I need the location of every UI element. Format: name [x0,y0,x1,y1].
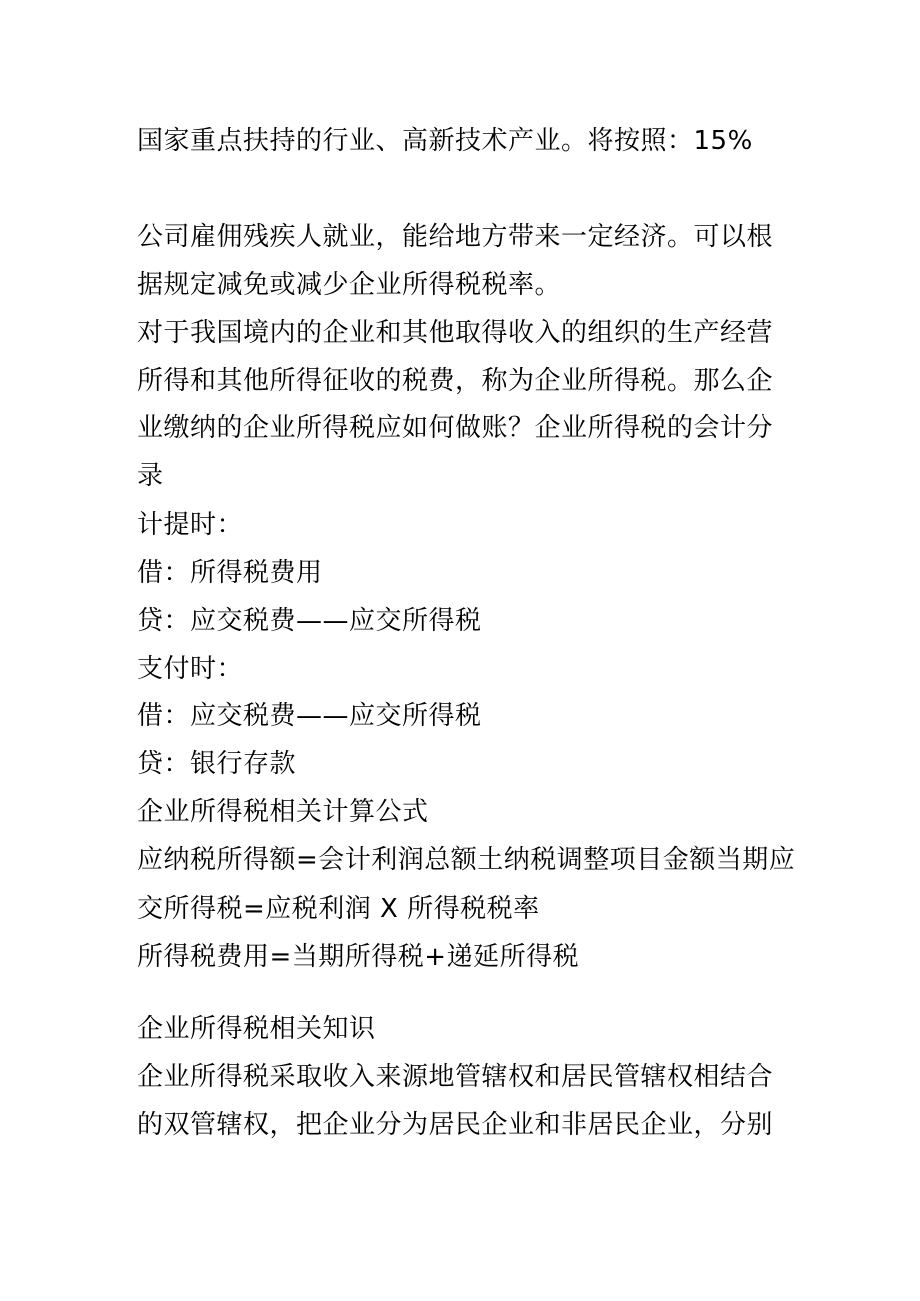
paragraph-line: 所得和其他所得征收的税费，称为企业所得税。那么企 [137,366,774,396]
paragraph-line: 国家重点扶持的行业、高新技术产业。将按照：15% [137,126,753,156]
paragraph-line: 据规定减免或减少企业所得税税率。 [137,270,562,300]
paragraph-line: 对于我国境内的企业和其他取得收入的组织的生产经营 [137,318,774,348]
entry-heading: 支付时： [137,654,244,684]
paragraph-line: 公司雇佣残疾人就业，能给地方带来一定经济。可以根 [137,222,774,252]
paragraph-line: 的双管辖权，把企业分为居民企业和非居民企业，分别 [137,1110,774,1140]
formula-line: 交所得税=应税利润 X 所得税税率 [137,894,540,924]
paragraph-line: 业缴纳的企业所得税应如何做账？企业所得税的会计分 [137,413,774,443]
entry-heading: 计提时： [137,510,244,540]
entry-line: 贷：应交税费——应交所得税 [137,606,482,636]
paragraph-line: 录 [137,461,164,491]
formula-line: 应纳税所得额=会计利润总额土纳税调整项目金额当期应 [137,845,796,875]
section-heading: 企业所得税相关知识 [137,1014,376,1044]
section-heading: 企业所得税相关计算公式 [137,797,429,827]
entry-line: 贷：银行存款 [137,749,297,779]
entry-line: 借：应交税费——应交所得税 [137,701,482,731]
formula-line: 所得税费用=当期所得税+递延所得税 [137,942,580,972]
entry-line: 借：所得税费用 [137,558,323,588]
paragraph-line: 企业所得税采取收入来源地管辖权和居民管辖权相结合 [137,1062,774,1092]
